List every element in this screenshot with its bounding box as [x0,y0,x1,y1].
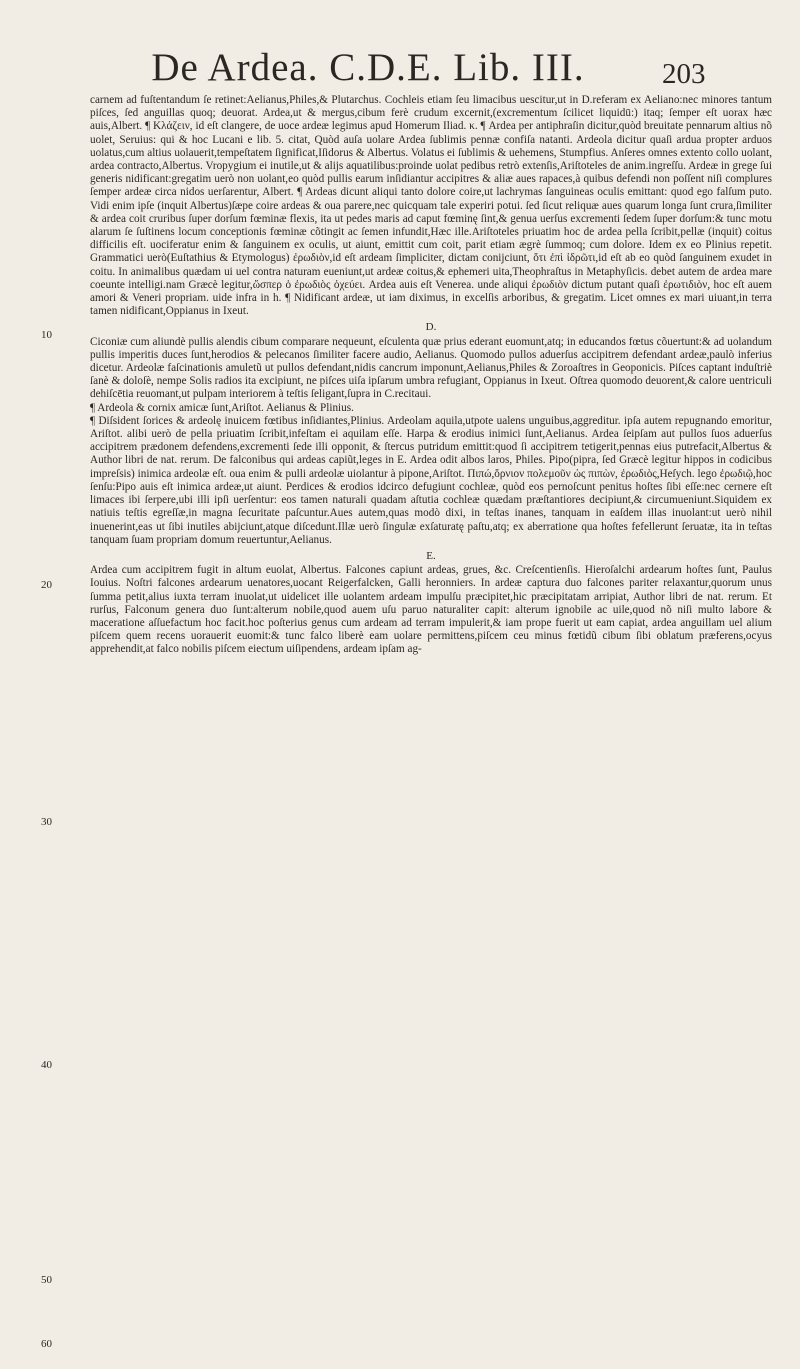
line-number: 30 [41,816,52,828]
paragraph: Ciconiæ cum aliundè pullis alendis cibum comparare nequeunt, eſculenta quæ prius ederant euomunt,atq; in educandos fœtus cõuertunt:& ad uolandum pullis imperitis duces ſunt,herodios & pelecanos ſimiliter facere audio, Aelianus. Quomodo pullos aduerſus accipitrem defendant ardeæ,paulò inferius dicetur. Ardeolæ faſcinationis amuletũ ut pullos defendant,nidis cancrum imponunt,Aelianus,Philes & Zoroaſtres in Geoponicis. Piſces captant induſtriè ſanè & doloſè, nempe Solis radios ita excipiunt, ne piſces uiſa ipſarum umbra refugiant, Oppianus in Ixeut. Oſtrea quomodo deuorent,& calore uentriculi dehiſcētia reuomant,ut pulpam interiorem à teſtis ſeligant,ſupra in C.recitaui. [90,335,772,401]
paragraph: carnem ad fuſtentandum ſe retinet:Aelianus,Philes,& Plutarchus. Cochleis etiam ſeu limacibus uescitur,ut in D.referam ex Aeliano:nec minores tantum piſces, ſed anguillas quoq; deuorat. Ardea,ut & mergus,cibum ferè crudum excernit,(excrementum ſcilicet liquidū:) itaq; ſemper eſt uorax hæc auis,Albert. ¶ Κλάζειν, id eſt clangere, de uoce ardeæ legimus apud Homerum Iliad. κ. ¶ Ardea per antiphraſin dicitur,quòd breuitate pennarum altius nõ uolet, Seruius: qui & hoc Lucani e lib. 5. citat, Quòd auſa uolare Ardea ſublimis pennæ confiſa natanti. Ardeola dicitur quaſi ardua propter arduos uolatus,cum altius uolauerit,tempeſtatem ſignificat,Iſidorus & Albertus. Volatus ei ſublimis & uehemens, Stumpfius. Anſeres omnes extento collo uolant, ardea contracto,Albertus. Vropygium ei inutile,ut & alijs aquatilibus:proinde uolat pedibus retrò extenſis,Ariſtoteles de anim.ingreſſu. Ardeæ in grege ſui generis nidificant:gregatim uerò non uolant,eo quòd pullis earum inſidiantur accipitres & aliæ aues rapaces,à quibus defendi non poſſent niſi complures ſemper ardeæ circa nidos uerſarentur, Albert. ¶ Ardeas dicunt aliqui tanto dolore coire,ut lachrymas ſanguineas oculis emittant: quod ego falſum puto. Vidi enim ipſe (inquit Albertus)ſæpe coire ardeas & oua parere,nec quicquam tale experiri potui. ſed ſicut reliquæ aues quarum longa ſunt crura,ſimiliter & ardea coit cruribus ſuper dorſum fœminæ flexis, ita ut pedes maris ad caput fœminę ſint,& genua uerſus excrementi ſedem ſuper dorſum:& tunc motu alarum ſe ſuſtinens locum conceptionis fœminæ cõtingit ac ſemen infundit,Hæc ille.Ariſtoteles priuatim hoc de ardea pella ſcribit,pellæ (inquit) coitus difficilis eſt. uociferatur enim & ſanguinem ex oculis, ut aiunt, emittit cum coit, parit etiam ægrè ſummoq; cum dolore. Idem ex eo Plinius repetit. Grammatici uerò(Euſtathius & Etymologus) ἐρωδιὸν,id eſt ardeam ſimpliciter, dictam conijciunt, ὅτι ἐπὶ ἰδρῶτι,id eſt ab eo quòd ſanguinem exudet in coitu. In animalibus quædam ui uel contra naturam eueniunt,ut ardeæ coitus,& ephemeri uita,Theophraſtus in Metaphyſicis. debet autem de ardea mare coeunte intelligi.nam Græcè legitur,ὥσπερ ὁ ἐρωδιὸς ὀχεύει. Ardea auis eſt Venerea. unde aliqui ἐρωδιὸν dictum putant quaſi ἐρωτιδιὸν, hoc eſt auem amori & Veneri propriam. uide infra in h. ¶ Nidificant ardeæ, ut iam diximus, in excelſis arboribus, & gregatim. Licet omnes ex mari uiuant,in terra tamen nidificant,Oppianus in Ixeut. [90,94,772,318]
body-text [41,94,772,1350]
running-head: De Ardea. C.D.E. Lib. III. [151,46,585,89]
line-number: 10 [41,329,52,341]
page-number: 203 [662,58,706,90]
line-number: 40 [41,1059,52,1071]
line-number: 60 [41,1338,52,1350]
page-header [0,44,800,94]
section-marker: D. [425,321,437,334]
paragraph: ¶ Ardeola & cornix amicæ ſunt,Ariſtot. Aelianus & Plinius. [90,401,354,414]
paragraph: ¶ Diſsident ſorices & ardeolę inuicem fœtibus inſidiantes,Plinius. Ardeolam aquila,utpote ualens unguibus,aggreditur. ipſa autem repugnando emoritur, Ariſtot. alibi uerò de pella priuatim ſcribit,infeſtam ei aquilam eſſe. Harpa & erodius inimici ſunt,Aelianus. Ardea ſeipſam aut pullos ſuos aduerſus accipitrem prædonem defendens,excrementi ſede illi opponit, & ſtercus putridum emittit:quod ſi accipitrem tetigerit,pennas eius putrefacit,Albertus & Author libri de nat. rerum. De falconibus qui ardeas capiũt,leges in E. Ardea odit albos laros, Philes. Pipo(pipra, ſed Græcè legitur hippos in codicibus impreſsis) inimica ardeolæ eſt. oua enim & pulli ardeolæ uiolantur à pipone,Ariſtot. Πιπώ,ὄρνιον πολεμοῦν ὡς πιπὼν, ἐρωδιὸς,Heſych. lego ἐρωδιῷ,hoc ſenſu:Pipo auis eſt inimica ardeæ,ut aiunt. Perdices & erodios idcirco defugiunt cochleæ, quòd eos pernoſcunt penitus hoſtes ſibi eſſe:nec cernere eſt limaces ibi ſerpere,ubi illi ipſi uerſentur: eos tamen naturali quadam aſtutia cochleæ quædam præſtantiores decipiunt,& circumueniunt.Siquidem ex natiuis teſtis egreſſæ,in magna ſecuritate paſcuntur.Aues autem,quas modò dixi, in teſtas inanes, tanquam in eaſdem illas inuolant:ut uerò nihil inuenerint,eas ut ſibi inutiles abijciunt,atque diſcedunt.Illæ uerò ſingulæ exſaturatę paſtu,atq; ex aberratione qua hoſtes fefellerunt ſeruatæ, ita in teſtas tanquam ſuam propriam domum reuertuntur,Aelianus. [90,414,772,546]
line-number: 50 [41,1274,52,1286]
section-marker: E. [426,549,436,562]
line-number: 20 [41,579,52,591]
paragraph: Ardea cum accipitrem fugit in altum euolat, Albertus. Falcones capiunt ardeas, grues, &c. Creſcentienſis. Hieroſalchi ardearum hoſtes ſunt, Paulus Iouius. Noſtri falcones ardearum uenatores,uocant Reigerfalcken, Galli heronniers. In ardeæ captura duo falcones pariter relaxantur,quorum unus ſumma petit,alius iuxta terram inuolat,ut uidelicet ille uolantem ardeam impulſu præcipitet,hic præcipitatam arripiat, Author libri de nat. rerum. Et rurſus, Falconum genera duo ſunt:alterum nobile,quod auem uſu paruo naturaliter capit: alterum ignobile ac uile,quod nõ niſi multo labore & maceratione aſſuefactum hoc facit.hoc poſterius genus cum ardeam ad terram impulerit,& iam prope fuerit ut eam capiat, ardea anguillam uel alium piſcem quem recens uorauerit euomit:& tunc falco liberè eam uolare permittens,piſcem ceu minus fœtidũ cibum ſibi oblatum præferens,ocyus apprehendit,at falco nobilis piſcem eiectum uiſipendens, ardeam ipſam ag- [90,564,772,656]
